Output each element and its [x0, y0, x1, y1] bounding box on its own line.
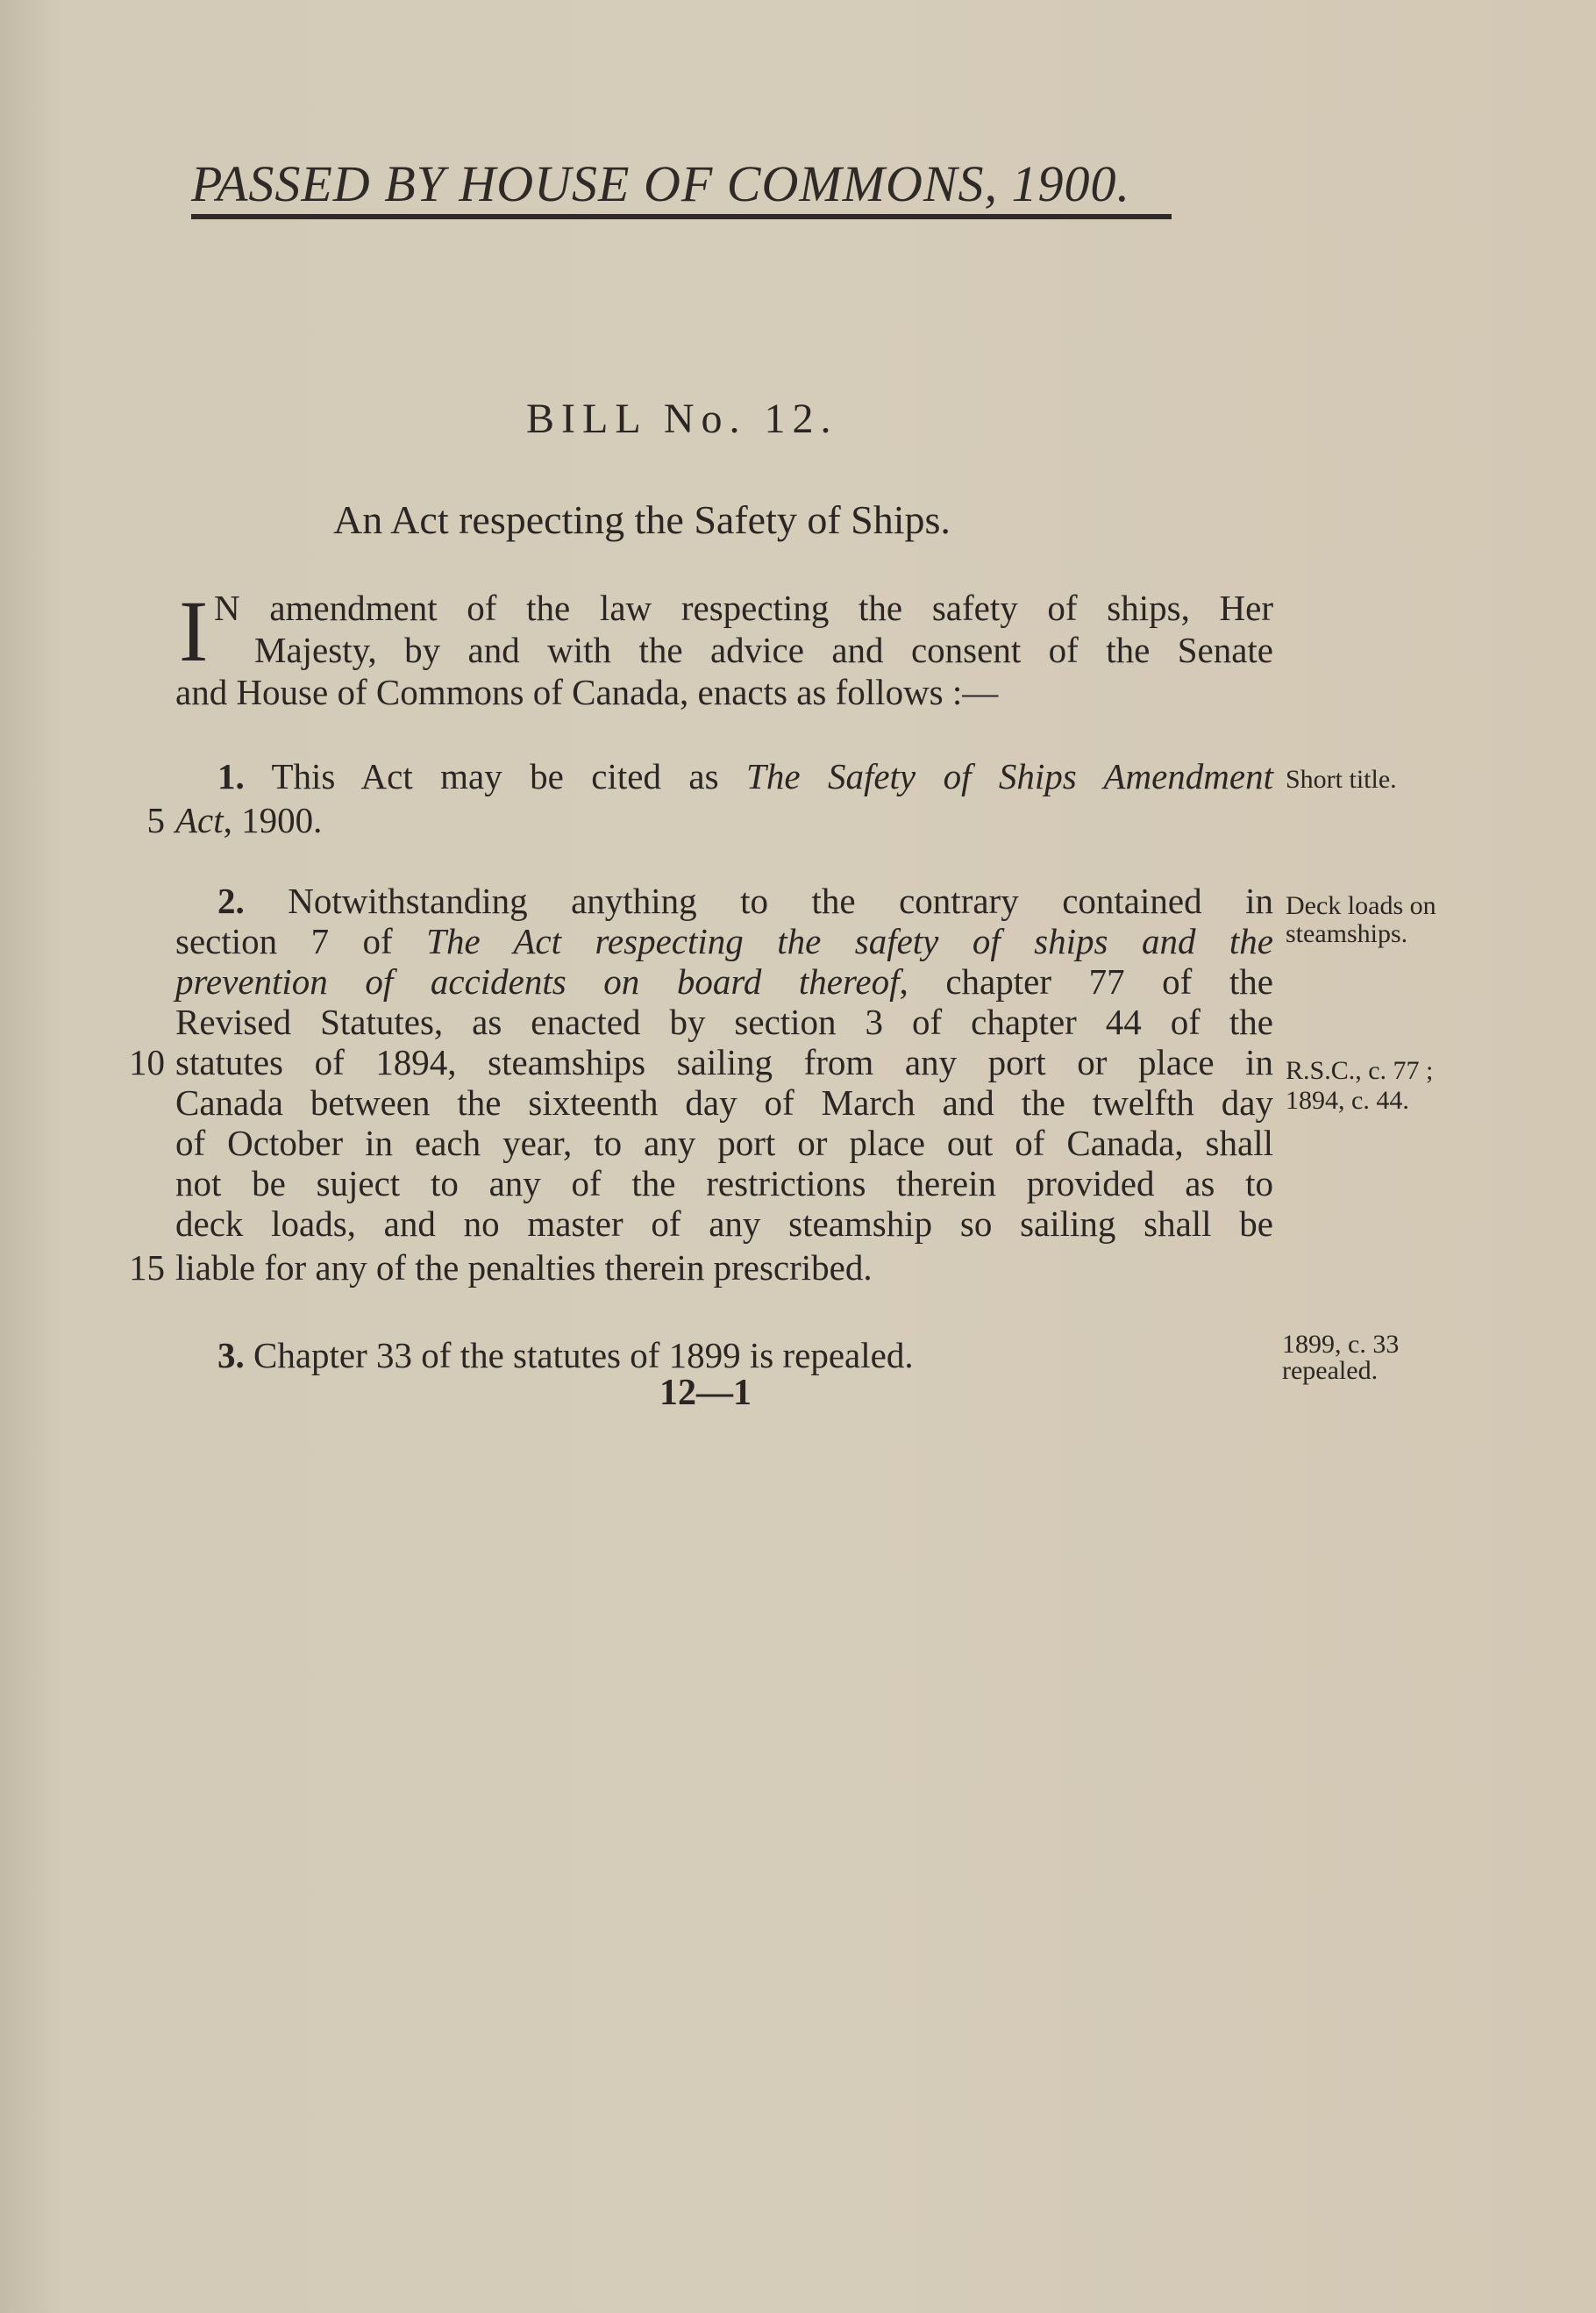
- section-1-line-1: [217, 756, 1273, 796]
- preamble-line-2: Majesty, by and with the advice and consent of the Senate: [254, 630, 1273, 670]
- margin-note-1899: 1899, c. 33: [1282, 1330, 1400, 1359]
- margin-note-repealed: repealed.: [1282, 1356, 1379, 1385]
- section-1-line-2: [175, 800, 1273, 840]
- section-2-line-8: not be suject to any of the restrictions therein provided as to: [175, 1163, 1273, 1203]
- margin-note-deck-loads: Deck loads on: [1286, 891, 1436, 920]
- section-2-line-6: Canada between the sixteenth day of March and the twelfth day: [175, 1082, 1273, 1123]
- section-1-text: This Act may be cited as: [271, 756, 747, 796]
- preamble-line-3: and House of Commons of Canada, enacts as follows :—: [175, 672, 999, 712]
- margin-note-1894: 1894, c. 44.: [1286, 1086, 1409, 1115]
- section-1-year: , 1900.: [223, 800, 323, 840]
- line-number-10: 10: [129, 1042, 165, 1082]
- act-title: An Act respecting the Safety of Ships.: [333, 497, 951, 542]
- section-2-text-3: , chapter 77 of the: [899, 961, 1273, 1002]
- section-2-text-2: section 7 of: [175, 921, 427, 961]
- section-2-number: 2.: [217, 881, 245, 921]
- heading-rule: [191, 214, 1172, 219]
- section-3-number: 3.: [217, 1335, 245, 1375]
- section-1-act-word: Act: [175, 800, 224, 840]
- section-3-line: [217, 1335, 1273, 1375]
- margin-note-short-title: Short title.: [1286, 765, 1397, 794]
- section-1-short-title: The Safety of Ships Amendment: [746, 756, 1273, 796]
- section-2-text-1: Notwithstanding anything to the contrary contained in: [288, 881, 1273, 921]
- section-2-line-10: liable for any of the penalties therein prescribed.: [175, 1247, 873, 1288]
- section-2-line-4: Revised Statutes, as enacted by section 3 of chapter 44 of the: [175, 1002, 1273, 1042]
- passed-heading: PASSED BY HOUSE OF COMMONS, 1900.: [191, 155, 1131, 212]
- section-2-act-name-1: The Act respecting the safety of ships and the: [426, 921, 1273, 961]
- section-2-act-name-2: prevention of accidents on board thereof: [175, 961, 900, 1002]
- bill-number: BILL No. 12.: [526, 396, 838, 442]
- section-2-line-2: [175, 921, 1273, 961]
- section-2-line-3: [175, 961, 1273, 1002]
- section-1-number: 1.: [217, 756, 245, 796]
- drop-cap: I: [179, 582, 209, 680]
- section-2-line-9: deck loads, and no master of any steamship so sailing shall be: [175, 1203, 1273, 1244]
- margin-note-rsc: R.S.C., c. 77 ;: [1286, 1056, 1434, 1085]
- margin-note-steamships: steamships.: [1286, 919, 1408, 948]
- line-number-5: 5: [146, 800, 165, 840]
- section-2-line-7: of October in each year, to any port or place out of Canada, shall: [175, 1123, 1273, 1163]
- line-number-15: 15: [129, 1247, 165, 1288]
- section-2-line-5: statutes of 1894, steamships sailing from any port or place in: [175, 1042, 1273, 1082]
- section-2-line-1: [217, 881, 1273, 921]
- printer-signature: 12—1: [659, 1373, 752, 1413]
- preamble-line-1: N amendment of the law respecting the safety of ships, Her: [214, 588, 1273, 628]
- section-3-text: Chapter 33 of the statutes of 1899 is repealed.: [253, 1335, 914, 1375]
